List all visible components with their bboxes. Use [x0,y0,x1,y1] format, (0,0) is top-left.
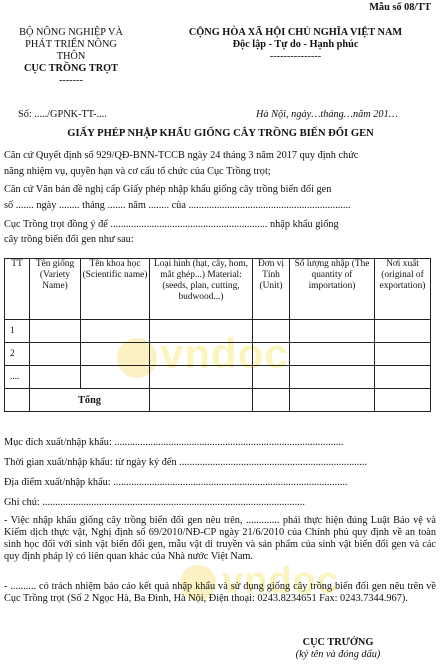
basis-line: Căn cứ Quyết định số 929/QĐ-BNN-TCCB ngày 24 tháng 3 năm 2017 quy định chức [4,150,359,161]
table-row [5,366,431,389]
ministry-line: PHÁT TRIỂN NÔNG [25,39,117,50]
signature-block [248,637,428,661]
column-header: Tên giống (Variety Name) [30,259,81,320]
column-header: Số lượng nhập (The quantity of importation) [290,259,375,320]
purpose-field: Mục đích xuất/nhập khẩu: ......................................................................................... [4,437,344,448]
signer-title: CỤC TRƯỞNG [302,637,374,648]
table-row [5,343,431,366]
total-label: Tổng [30,389,150,412]
signature-note: (ký tên và đóng dấu) [295,649,381,660]
form-number: Mẫu số 08/TT [369,2,431,13]
ministry-line: THÔN [56,51,86,62]
basis-line: Căn cứ Văn bản đề nghị cấp Giấy phép nhập khẩu giống cây trồng biến đổi gen [4,184,332,195]
header-rule: ------- [58,75,83,86]
document-number: Số: ...../GPNK-TT-.... [18,109,107,120]
column-header: Loại hình (hạt, cây, hom, mắt ghép...) Material: (seeds, plan, cutting, budwood...) [150,259,253,320]
import-items-table [4,258,431,412]
period-field: Thời gian xuất/nhập khẩu: từ ngày ký đến ......................................................................... [4,457,368,468]
national-header [150,27,441,63]
national-motto: Độc lập - Tự do - Hạnh phúc [232,39,359,50]
table-row [5,320,431,343]
country-name: CỘNG HÒA XÃ HỘI CHỦ NGHĨA VIỆT NAM [188,27,403,38]
column-header: Đơn vị Tính (Unit) [253,259,290,320]
row-number: 1 [5,320,30,343]
header-rule: --------------- [269,51,322,62]
column-header: Tên khoa học (Scientific name) [81,259,150,320]
basis-line: cây trồng biến đổi gen như sau: [4,234,134,245]
watermark-text: vndoc [160,330,289,377]
compliance-paragraph: - Việc nhập khẩu giống cây trồng biến đổi gen nêu trên, ............. phải thực hiện đúng Luật Bảo vệ và Kiểm dịch thực vật, Nghị định số 69/2010/NĐ-CP ngày 21/6/2010 của Chính phủ quy định về an toàn sinh học đối với sinh vật biến đổi gen, mẫu vật di truyền và sản phẩm của sinh vật biến đổi gen và các quy định pháp lý có liên quan khác của Nhà nước Việt Nam. [4,515,436,562]
table-total-row [5,389,431,412]
department-name: CỤC TRỒNG TRỌT [23,63,119,74]
document-title: GIẤY PHÉP NHẬP KHẨU GIỐNG CÂY TRỒNG BIẾN ĐỔI GEN [67,128,374,139]
location-field: Địa điểm xuất/nhập khẩu: ........................................................................................... [4,477,348,488]
ministry-line: BỘ NÔNG NGHIỆP VÀ [19,27,123,38]
table-header-row [5,259,431,320]
basis-line: Cục Trồng trọt đồng ý để ............................................................. nhập khẩu giống [4,219,339,230]
row-number: 2 [5,343,30,366]
reporting-paragraph: - .......... có trách nhiệm báo cáo kết quả nhập khẩu và sử dụng giống cây trồng biến đổi gen nêu trên về Cục Trồng trọt (Số 2 Ngọc Hà, Ba Đình, Hà Nội, Điện thoại: 0243.8234651 Fax: 0243.7344.967). [4,581,436,604]
column-header: Nơi xuất (original of exportation) [375,259,431,320]
basis-line: năng nhiệm vụ, quyền hạn và cơ cấu tổ chức của Cục Trồng trọt; [4,166,271,177]
agency-header [0,27,142,87]
basis-line: số ....... ngày ........ tháng ....... năm ........ của ............................................................... [4,200,351,211]
document-date: Hà Nội, ngày…tháng…năm 201… [256,109,398,120]
row-number: .... [5,366,30,389]
notes-field: Ghi chú: ...................................................................................................... [4,497,305,508]
watermark-text: vndoc [222,560,339,602]
column-header: TT [5,259,30,320]
